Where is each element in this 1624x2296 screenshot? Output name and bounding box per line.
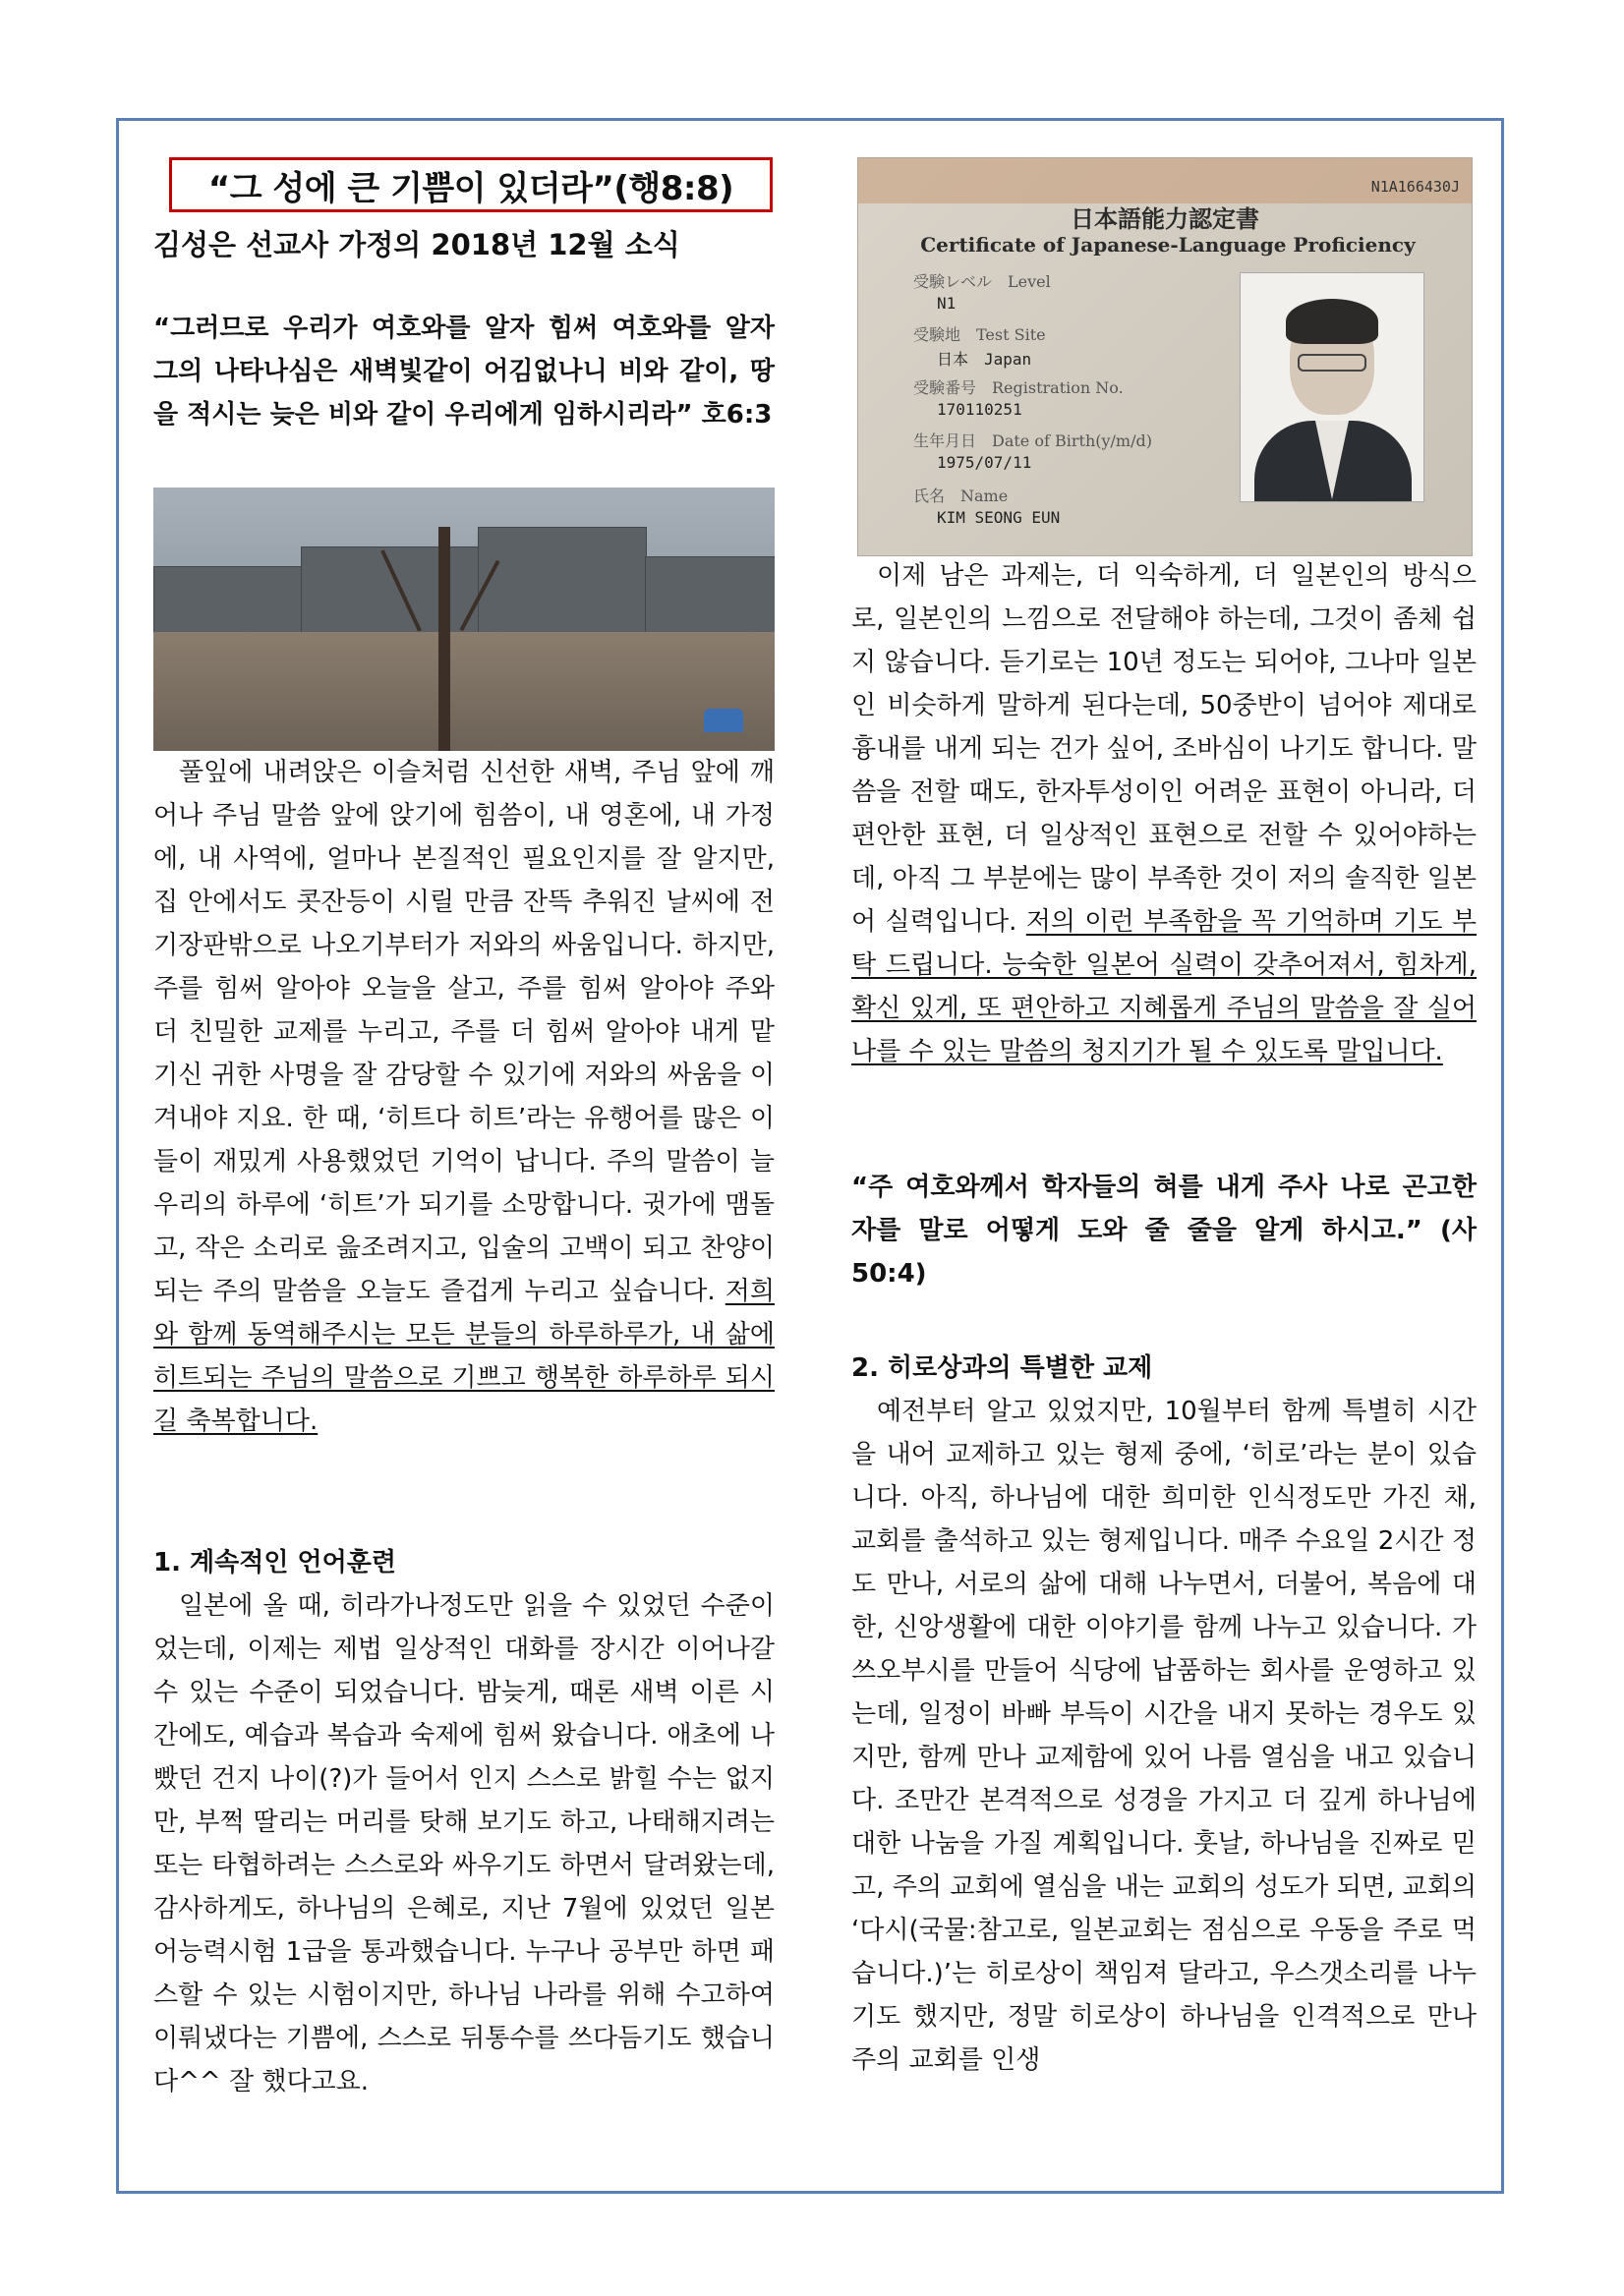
photo-tree bbox=[438, 527, 450, 751]
paragraph-remaining-task-text: 이제 남은 과제는, 더 익숙하게, 더 일본인의 방식으로, 일본인의 느낌으로 전달해야 하는데, 그것이 좀체 쉽지 않습니다. 듣기로는 10년 정도는 되어야, 그나마 일본인 비슷하게 말하게 된다는데, 50중반이 넘어야 제대로 흉내를 내게 되는 건가 싶어, 조바심이 나기도 합니다. 말씀을 전할 때도, 한자투성이인 어려운 표현이 아니라, 더 편안한 표현, 더 일상적인 표현으로 전할 수 있어야하는데, 아직 그 부분에는 많이 부족한 것이 저의 솔직한 일본어 실력입니다. bbox=[851, 561, 1477, 937]
portrait-glasses bbox=[1298, 354, 1366, 372]
certificate-title-en: Certificate of Japanese-Language Proficiency bbox=[920, 233, 1416, 257]
certificate-field-label: 受験番号 Registration No. bbox=[913, 378, 1124, 397]
winter-dawn-photo bbox=[153, 488, 775, 751]
certificate-field-value: KIM SEONG EUN bbox=[937, 508, 1061, 527]
blessing-underlined: 저희와 함께 동역해주시는 모든 분들의 하루하루가, 내 삶에 히트되는 주님의 말씀으로 기쁘고 행복한 하루하루 되시길 축복합니다. bbox=[153, 1277, 775, 1436]
paragraph-hiro-fellowship: 예전부터 알고 있었지만, 10월부터 함께 특별히 시간을 내어 교제하고 있는 형제 중에, ‘히로’라는 분이 있습니다. 아직, 하나님에 대한 희미한 인식정도만 가진 채, 교회를 출석하고 있는 형제입니다. 매주 수요일 2시간 정도 만나, 서로의 삶에 대해 나누면서, 더불어, 복음에 대한, 신앙생활에 대한 이야기를 함께 나누고 있습니다. 가쓰오부시를 만들어 식당에 납품하는 회사를 운영하고 있는데, 일정이 바빠 부득이 시간을 내지 못하는 경우도 있지만, 함께 만나 교제함에 있어 나름 열심을 내고 있습니다. 조만간 본격적으로 성경을 가지고 더 깊게 하나님에 대한 나눔을 가질 계획입니다. 훗날, 하나님을 진짜로 믿고, 주의 교회에 열심을 내는 교회의 성도가 되면, 교회의 ‘다시(국물:참고로, 일본교회는 점심으로 우동을 주로 먹습니다.)’는 히로상이 책임져 달라고, 우스갯소리를 나누기도 했지만, 정말 히로상이 하나님을 인격적으로 만나 주의 교회를 인생 bbox=[851, 1397, 1477, 2075]
photo-building bbox=[645, 556, 775, 637]
paragraph-dawn bbox=[153, 751, 775, 1443]
section-heading-hiro: 2. 히로상과의 특별한 교제 bbox=[851, 1353, 1153, 1383]
title-box bbox=[169, 157, 773, 212]
isaiah-verse: “주 여호와께서 학자들의 혀를 내게 주사 나로 곤고한 자를 말로 어떻게 도와 줄 줄을 알게 하시고.” (사50:4) bbox=[851, 1173, 1477, 1289]
certificate-field-label: 氏名 Name bbox=[913, 487, 1009, 505]
certificate-field-value: 170110251 bbox=[937, 400, 1022, 419]
newsletter-subtitle: 김성은 선교사 가정의 2018년 12월 소식 bbox=[153, 228, 680, 261]
photo-building bbox=[478, 527, 647, 637]
certificate-title-jp: 日本語能力認定書 bbox=[1071, 204, 1259, 233]
photo-ground bbox=[153, 632, 775, 751]
paragraph-language-training: 일본에 올 때, 히라가나정도만 읽을 수 있었던 수준이었는데, 이제는 제법 일상적인 대화를 장시간 이어나갈 수 있는 수준이 되었습니다. 밤늦게, 때론 새벽 이른 시간에도, 예습과 복습과 숙제에 힘써 왔습니다. 애초에 나빴던 건지 나이(?)가 들어서 인지 스스로 밝힐 수는 없지만, 부쩍 딸리는 머리를 탓해 보기도 하고, 나태해지려는 또는 타협하려는 스스로와 싸우기도 하면서 달려왔는데, 감사하게도, 하나님의 은혜로, 지난 7월에 있었던 일본어능력시험 1급을 통과했습니다. 누구나 공부만 하면 패스할 수 있는 시험이지만, 하나님 나라를 위해 수고하여 이뤄냈다는 기쁨에, 스스로 뒤통수를 쓰다듬기도 했습니다^^ 잘 했다고요. bbox=[153, 1591, 775, 2096]
page-title: “그 성에 큰 기쁨이 있더라”(행8:8) bbox=[207, 168, 734, 208]
jlpt-certificate-photo bbox=[857, 157, 1473, 556]
photo-building bbox=[301, 546, 480, 637]
portrait-hair bbox=[1286, 299, 1378, 344]
paragraph-remaining-task bbox=[851, 554, 1477, 1073]
certificate-id: N1A166430J bbox=[1370, 178, 1460, 196]
certificate-field-value: N1 bbox=[937, 294, 957, 313]
portrait-photo bbox=[1240, 272, 1424, 502]
certificate-field-value: 1975/07/11 bbox=[937, 453, 1032, 472]
section-heading-language: 1. 계속적인 언어훈련 bbox=[153, 1548, 396, 1578]
certificate-field-value: 日本 Japan bbox=[937, 350, 1032, 369]
photo-building bbox=[153, 566, 303, 637]
prayer-request-underlined: 저의 이런 부족함을 꼭 기억하며 기도 부탁 드립니다. 능숙한 일본어 실력이 갖추어져서, 힘차게, 확신 있게, 또 편안하고 지혜롭게 주님의 말씀을 잘 실어 나를 수 있는 말씀의 청지기가 될 수 있도록 말입니다. bbox=[851, 907, 1477, 1066]
certificate-field-label: 受験レベル Level bbox=[913, 272, 1051, 291]
certificate-field-label: 受験地 Test Site bbox=[913, 325, 1046, 344]
opening-verse: “그러므로 우리가 여호와를 알자 힘써 여호와를 알자 그의 나타나심은 새벽빛같이 어김없나니 비와 같이, 땅을 적시는 늦은 비와 같이 우리에게 임하시리라” 호6:3 bbox=[153, 314, 775, 430]
photo-blue-tent bbox=[704, 709, 743, 732]
paragraph-dawn-text: 풀잎에 내려앉은 이슬처럼 신선한 새벽, 주님 앞에 깨어나 주님 말씀 앞에 앉기에 힘씀이, 내 영혼에, 내 가정에, 내 사역에, 얼마나 본질적인 필요인지를 잘 알지만, 집 안에서도 콧잔등이 시릴 만큼 잔뜩 추워진 날씨에 전기장판밖으로 나오기부터가 저와의 싸움입니다. 하지만, 주를 힘써 알아야 오늘을 살고, 주를 힘써 알아야 주와 더 친밀한 교제를 누리고, 주를 더 힘써 알아야 내게 맡기신 귀한 사명을 잘 감당할 수 있기에 저와의 싸움을 이겨내야 지요. 한 때, ‘히트다 히트’라는 유행어를 많은 이들이 재밌게 사용했었던 기억이 납니다. 주의 말씀이 늘 우리의 하루에 ‘히트’가 되기를 소망합니다. 귓가에 맴돌고, 작은 소리로 읊조려지고, 입술의 고백이 되고 찬양이 되는 주의 말씀을 오늘도 즐겁게 누리고 싶습니다. bbox=[153, 758, 775, 1306]
certificate-field-label: 生年月日 Date of Birth(y/m/d) bbox=[913, 431, 1152, 450]
